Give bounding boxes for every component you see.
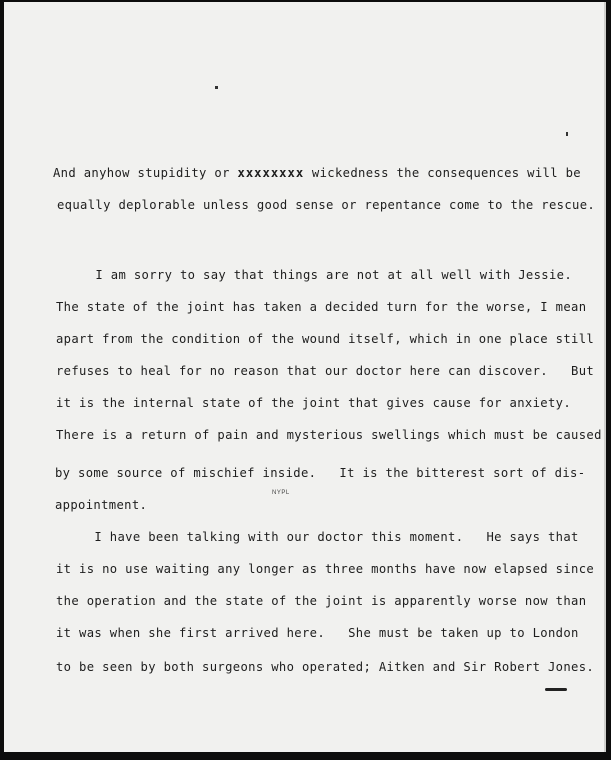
text-line-14: it was when she first arrived here. She must be taken up to London <box>56 626 579 640</box>
text-line-1 <box>53 166 581 180</box>
text-line-2: equally deplorable unless good sense or repentance come to the rescue. <box>57 198 596 212</box>
ink-dash-mark <box>545 688 567 691</box>
library-stamp: NYPL <box>272 490 290 496</box>
text-line-12: it is no use waiting any longer as three months have now elapsed since <box>56 562 595 576</box>
text-line-9: by some source of mischief inside. It is the bitterest sort of dis- <box>55 466 586 480</box>
text-line-5: apart from the condition of the wound itself, which in one place still <box>56 332 595 346</box>
struck-word: xxxxxxxx <box>237 166 305 180</box>
text-line-7: it is the internal state of the joint that gives cause for anxiety. <box>56 396 572 410</box>
text-line-10: appointment. <box>55 498 148 512</box>
text-line-8: There is a return of pain and mysterious swellings which must be caused <box>56 428 602 442</box>
text-line-4: The state of the joint has taken a decided turn for the worse, I mean <box>56 300 587 314</box>
line-1-start: And anyhow stupidity or <box>53 166 238 180</box>
text-line-15: to be seen by both surgeons who operated; Aitken and Sir Robert Jones. <box>56 660 595 674</box>
document-page <box>4 2 606 752</box>
line-1-end: wickedness the consequences will be <box>304 166 581 180</box>
text-line-13: the operation and the state of the joint is apparently worse now than <box>56 594 587 608</box>
ink-speck <box>566 132 568 136</box>
text-line-6: refuses to heal for no reason that our doctor here can discover. But <box>56 364 595 378</box>
ink-speck <box>215 86 218 89</box>
text-line-11: I have been talking with our doctor this moment. He says that <box>56 530 579 544</box>
text-line-3: I am sorry to say that things are not at all well with Jessie. <box>57 268 573 282</box>
